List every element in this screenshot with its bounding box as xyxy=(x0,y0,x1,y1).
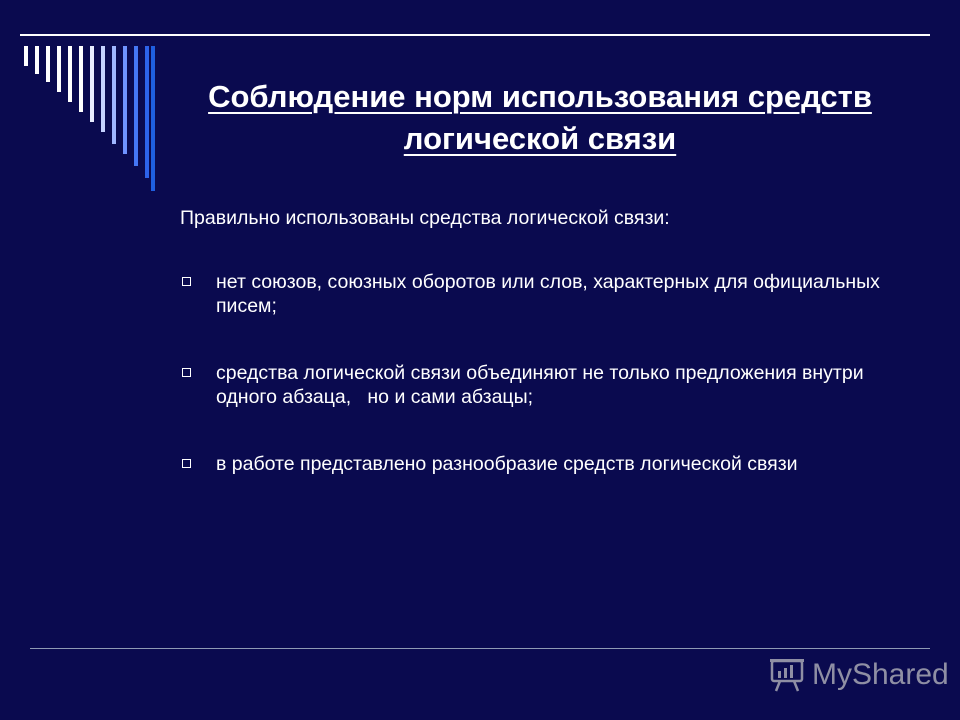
deco-bar xyxy=(112,46,116,144)
bottom-rule xyxy=(30,648,930,649)
deco-bar xyxy=(79,46,83,112)
deco-bar xyxy=(151,46,155,191)
intro-text: Правильно использованы средства логической связи: xyxy=(180,207,670,229)
watermark xyxy=(768,655,949,695)
deco-bar xyxy=(35,46,39,74)
bullet-text: в работе представлено разнообразие средств логической связи xyxy=(216,453,798,475)
bullet-item xyxy=(180,361,880,409)
deco-bar xyxy=(46,46,50,82)
slide-title: Соблюдение норм использования средств логической связи xyxy=(208,79,872,156)
bullet-list xyxy=(180,270,880,476)
square-bullet-icon xyxy=(182,277,191,286)
bullet-item xyxy=(180,270,880,318)
bullet-item xyxy=(180,452,880,476)
deco-bar xyxy=(57,46,61,92)
square-bullet-icon xyxy=(182,459,191,468)
deco-bar xyxy=(101,46,105,132)
deco-bar xyxy=(24,46,28,66)
bullet-text: средства логической связи объединяют не только предложения внутри одного абзаца, но и сами абзацы; xyxy=(216,362,870,408)
bullet-text: нет союзов, союзных оборотов или слов, характерных для официальных писем; xyxy=(216,271,880,317)
deco-bar xyxy=(123,46,127,154)
deco-bar xyxy=(90,46,94,122)
deco-bar xyxy=(134,46,138,166)
square-bullet-icon xyxy=(182,368,191,377)
presentation-board-icon xyxy=(768,656,806,694)
deco-bar xyxy=(68,46,72,102)
watermark-text: MyShared xyxy=(812,658,949,691)
deco-bar xyxy=(145,46,149,178)
